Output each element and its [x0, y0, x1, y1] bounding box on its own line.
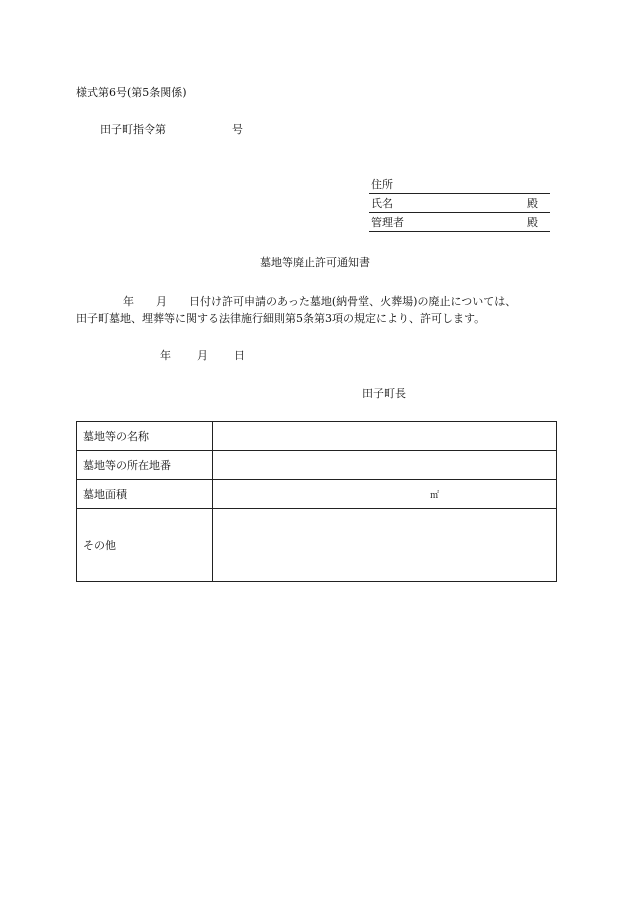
row-label: 墓地等の名称 [77, 422, 213, 451]
name-line [369, 197, 550, 213]
date-month: 月 [197, 349, 208, 362]
name-label: 氏名 [371, 197, 393, 210]
row-label: その他 [77, 509, 213, 582]
body-month: 月 [156, 295, 167, 308]
notice-body [76, 293, 566, 327]
date-day: 日 [234, 349, 245, 362]
table-row [77, 509, 557, 582]
row-label: 墓地面積 [77, 480, 213, 509]
row-value [213, 451, 557, 480]
area-unit-cell [213, 480, 557, 509]
cemetery-info-table [76, 421, 557, 582]
body-line1-rest: 日付け許可申請のあった墓地(納骨堂、火葬場)の廃止については、 [189, 295, 517, 308]
document-title: 墓地等廃止許可通知書 [260, 256, 370, 269]
form-number: 様式第6号(第5条関係) [76, 86, 187, 99]
date-year: 年 [160, 349, 171, 362]
designation-suffix: 号 [232, 123, 243, 136]
issue-date [160, 349, 245, 363]
manager-honorific: 殿 [527, 216, 538, 229]
body-line-1 [76, 293, 566, 310]
address-line [369, 178, 550, 194]
row-value [213, 509, 557, 582]
issuer: 田子町長 [362, 387, 406, 400]
table-row [77, 480, 557, 509]
row-value [213, 422, 557, 451]
row-label: 墓地等の所在地番 [77, 451, 213, 480]
name-honorific: 殿 [527, 197, 538, 210]
manager-label: 管理者 [371, 216, 404, 229]
address-label: 住所 [371, 178, 393, 191]
area-unit: ㎡ [429, 490, 439, 501]
table-row [77, 422, 557, 451]
body-line-2: 田子町墓地、埋葬等に関する法律施行細則第5条第3項の規定により、許可します。 [76, 312, 486, 325]
table-row [77, 451, 557, 480]
body-year: 年 [123, 295, 134, 308]
designation-prefix: 田子町指令第 [100, 123, 166, 136]
manager-line [369, 216, 550, 232]
designation-number [100, 123, 243, 137]
